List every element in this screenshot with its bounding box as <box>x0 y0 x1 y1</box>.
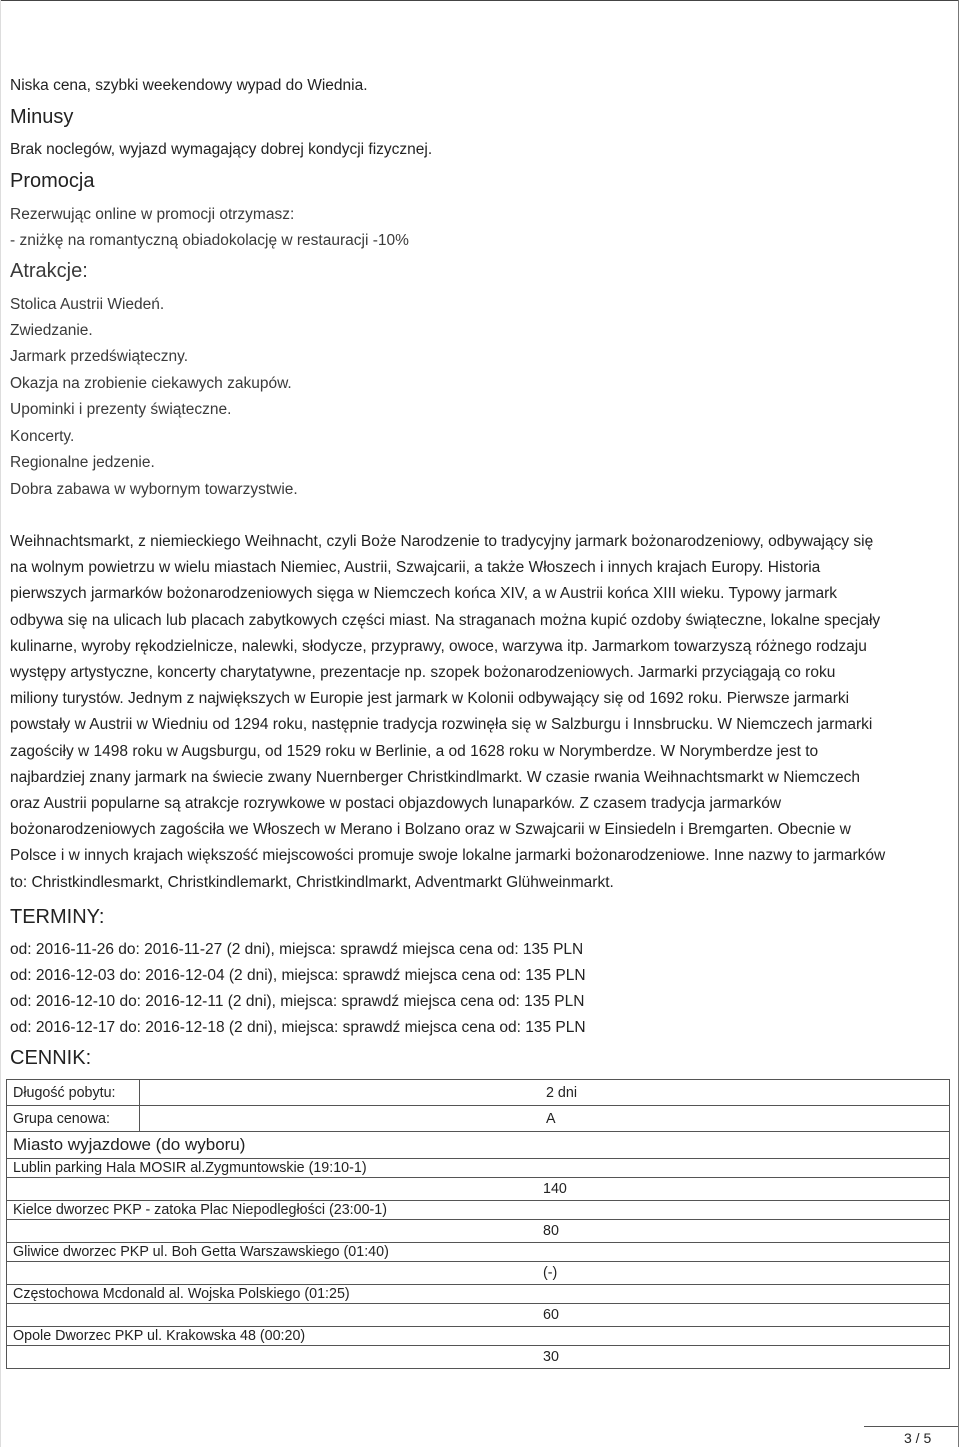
table-row <box>7 1243 950 1262</box>
description-line: pierwszych jarmarków bożonarodzeniowych sięga w Niemczech końca XIV, a w Austrii końca XIII wieku. Typowy jarmark <box>10 585 838 603</box>
table-row <box>7 1220 950 1243</box>
description-line: najbardziej znany jarmark na świecie zwany Nuernberger Christkindlmarkt. W czasie rwania Weihnachtsmarkt w Niemczech <box>10 768 860 786</box>
termin-item: od: 2016-12-03 do: 2016-12-04 (2 dni), miejsca: sprawdź miejsca cena od: 135 PLN <box>10 967 586 984</box>
table-row <box>7 1285 950 1304</box>
promocja-heading: Promocja <box>10 170 95 192</box>
departure-price: 30 <box>7 1346 950 1369</box>
table-row <box>7 1327 950 1346</box>
page-top-border <box>0 0 958 1</box>
atrakcje-item: Jarmark przedświąteczny. <box>10 348 189 365</box>
atrakcje-item: Upominki i prezenty świąteczne. <box>10 401 232 418</box>
atrakcje-item: Stolica Austrii Wiedeń. <box>10 296 165 313</box>
description-line: występy artystyczne, koncerty charytatywne, prezentacje np. szopek bożonarodzeniowych. Jarmarki przyciągają co roku <box>10 664 836 682</box>
termin-item: od: 2016-12-17 do: 2016-12-18 (2 dni), miejsca: sprawdź miejsca cena od: 135 PLN <box>10 1019 586 1036</box>
termin-item: od: 2016-12-10 do: 2016-12-11 (2 dni), miejsca: sprawdź miejsca cena od: 135 PLN <box>10 993 585 1010</box>
description-line: oraz Austrii popularne są atrakcje rozrywkowe w postaci objazdowych lunaparków. Z czasem tradycja jarmarków <box>10 795 782 813</box>
departure-price: 60 <box>7 1304 950 1327</box>
description-line: powstały w Austrii w Wiedniu od 1294 roku, następnie tradycja rozwinęła się w Salzburgu i Innsbrucku. W Niemczech jarmarki <box>10 716 873 734</box>
atrakcje-item: Koncerty. <box>10 428 75 445</box>
promocja-line-2: - zniżkę na romantyczną obiadokolację w restauracji -10% <box>10 232 409 249</box>
departure-price: 140 <box>7 1178 950 1201</box>
description-paragraph <box>10 529 960 896</box>
atrakcje-item: Okazja na zrobienie ciekawych zakupów. <box>10 375 292 392</box>
table-row <box>7 1132 950 1159</box>
atrakcje-item: Dobra zabawa w wybornym towarzystwie. <box>10 481 298 498</box>
description-line: na wolnym powietrzu w wielu miastach Niemiec, Austrii, Szwajcarii, a także Włoszech i innych krajach Europy. Historia <box>10 559 821 577</box>
table-row <box>7 1346 950 1369</box>
cennik-table <box>6 1079 950 1369</box>
description-line: bożonarodzeniowych zagościła we Włoszech w Merano i Bolzano oraz w Szwajcarii w Einsiedeln i Bremgarten. Obecnie w <box>10 821 851 839</box>
table-row <box>7 1262 950 1285</box>
departure-price: (-) <box>7 1262 950 1285</box>
terminy-heading: TERMINY: <box>10 906 105 928</box>
departure-city: Częstochowa Mcdonald al. Wojska Polskiego (01:25) <box>7 1285 950 1304</box>
promocja-line-1: Rezerwując online w promocji otrzymasz: <box>10 206 295 223</box>
table-row <box>7 1080 950 1106</box>
description-line: miliony turystów. Jednym z największych w Europie jest jarmark w Kolonii odbywający się od 1692 roku. Pierwsze jarmarki <box>10 690 850 708</box>
page-number: 3 / 5 <box>904 1430 932 1446</box>
description-line: Weihnachtsmarkt, z niemieckiego Weihnacht, czyli Boże Narodzenie to tradycyjny jarmark bożonarodzeniowy, odbywający się <box>10 533 874 550</box>
footer-divider <box>864 1426 958 1427</box>
dlugosc-value: 2 dni <box>140 1080 950 1106</box>
termin-item: od: 2016-11-26 do: 2016-11-27 (2 dni), miejsca: sprawdź miejsca cena od: 135 PLN <box>10 941 584 958</box>
page-left-border <box>0 0 1 1447</box>
departure-city: Opole Dworzec PKP ul. Krakowska 48 (00:20) <box>7 1327 950 1346</box>
atrakcje-item: Regionalne jedzenie. <box>10 454 155 471</box>
minusy-text: Brak noclegów, wyjazd wymagający dobrej kondycji fizycznej. <box>10 141 433 158</box>
dlugosc-label: Długość pobytu: <box>7 1080 140 1106</box>
miasto-heading: Miasto wyjazdowe (do wyboru) <box>7 1132 950 1159</box>
zalety-text: Niska cena, szybki weekendowy wypad do Wiednia. <box>10 77 368 94</box>
description-line: odbywa się na ulicach lub placach zabytkowych części miast. Na straganach można kupić ozdoby świąteczne, lokalne specjały <box>10 611 881 629</box>
departure-city: Lublin parking Hala MOSIR al.Zygmuntowskie (19:10-1) <box>7 1159 950 1178</box>
grupa-label: Grupa cenowa: <box>7 1106 140 1132</box>
atrakcje-heading: Atrakcje: <box>10 260 88 282</box>
grupa-value: A <box>140 1106 950 1132</box>
description-line: kulinarne, wyroby rękodzielnicze, nalewki, słodycze, przyprawy, owoce, warzywa itp. Jarmarkom towarzyszą różnego rodzaju <box>10 637 867 655</box>
description-line: zagościły w 1498 roku w Augsburgu, od 1529 roku w Berlinie, a od 1628 roku w Norymberdze. W Norymberdze jest to <box>10 742 819 760</box>
atrakcje-item: Zwiedzanie. <box>10 322 93 339</box>
cennik-heading: CENNIK: <box>10 1047 92 1069</box>
description-line: Polsce i w innych krajach większość miejscowości promuje swoje lokalne jarmarki bożonarodzeniowe. Inne nazwy to jarmarków <box>10 847 886 865</box>
table-row <box>7 1178 950 1201</box>
departure-city: Gliwice dworzec PKP ul. Boh Getta Warszawskiego (01:40) <box>7 1243 950 1262</box>
table-row <box>7 1106 950 1132</box>
description-line: to: Christkindlesmarkt, Christkindlemarkt, Christkindlmarkt, Adventmarkt Glühweinmarkt. <box>10 873 614 891</box>
table-row <box>7 1159 950 1178</box>
departure-price: 80 <box>7 1220 950 1243</box>
table-row <box>7 1304 950 1327</box>
minusy-heading: Minusy <box>10 106 74 128</box>
table-row <box>7 1201 950 1220</box>
departure-city: Kielce dworzec PKP - zatoka Plac Niepodległości (23:00-1) <box>7 1201 950 1220</box>
